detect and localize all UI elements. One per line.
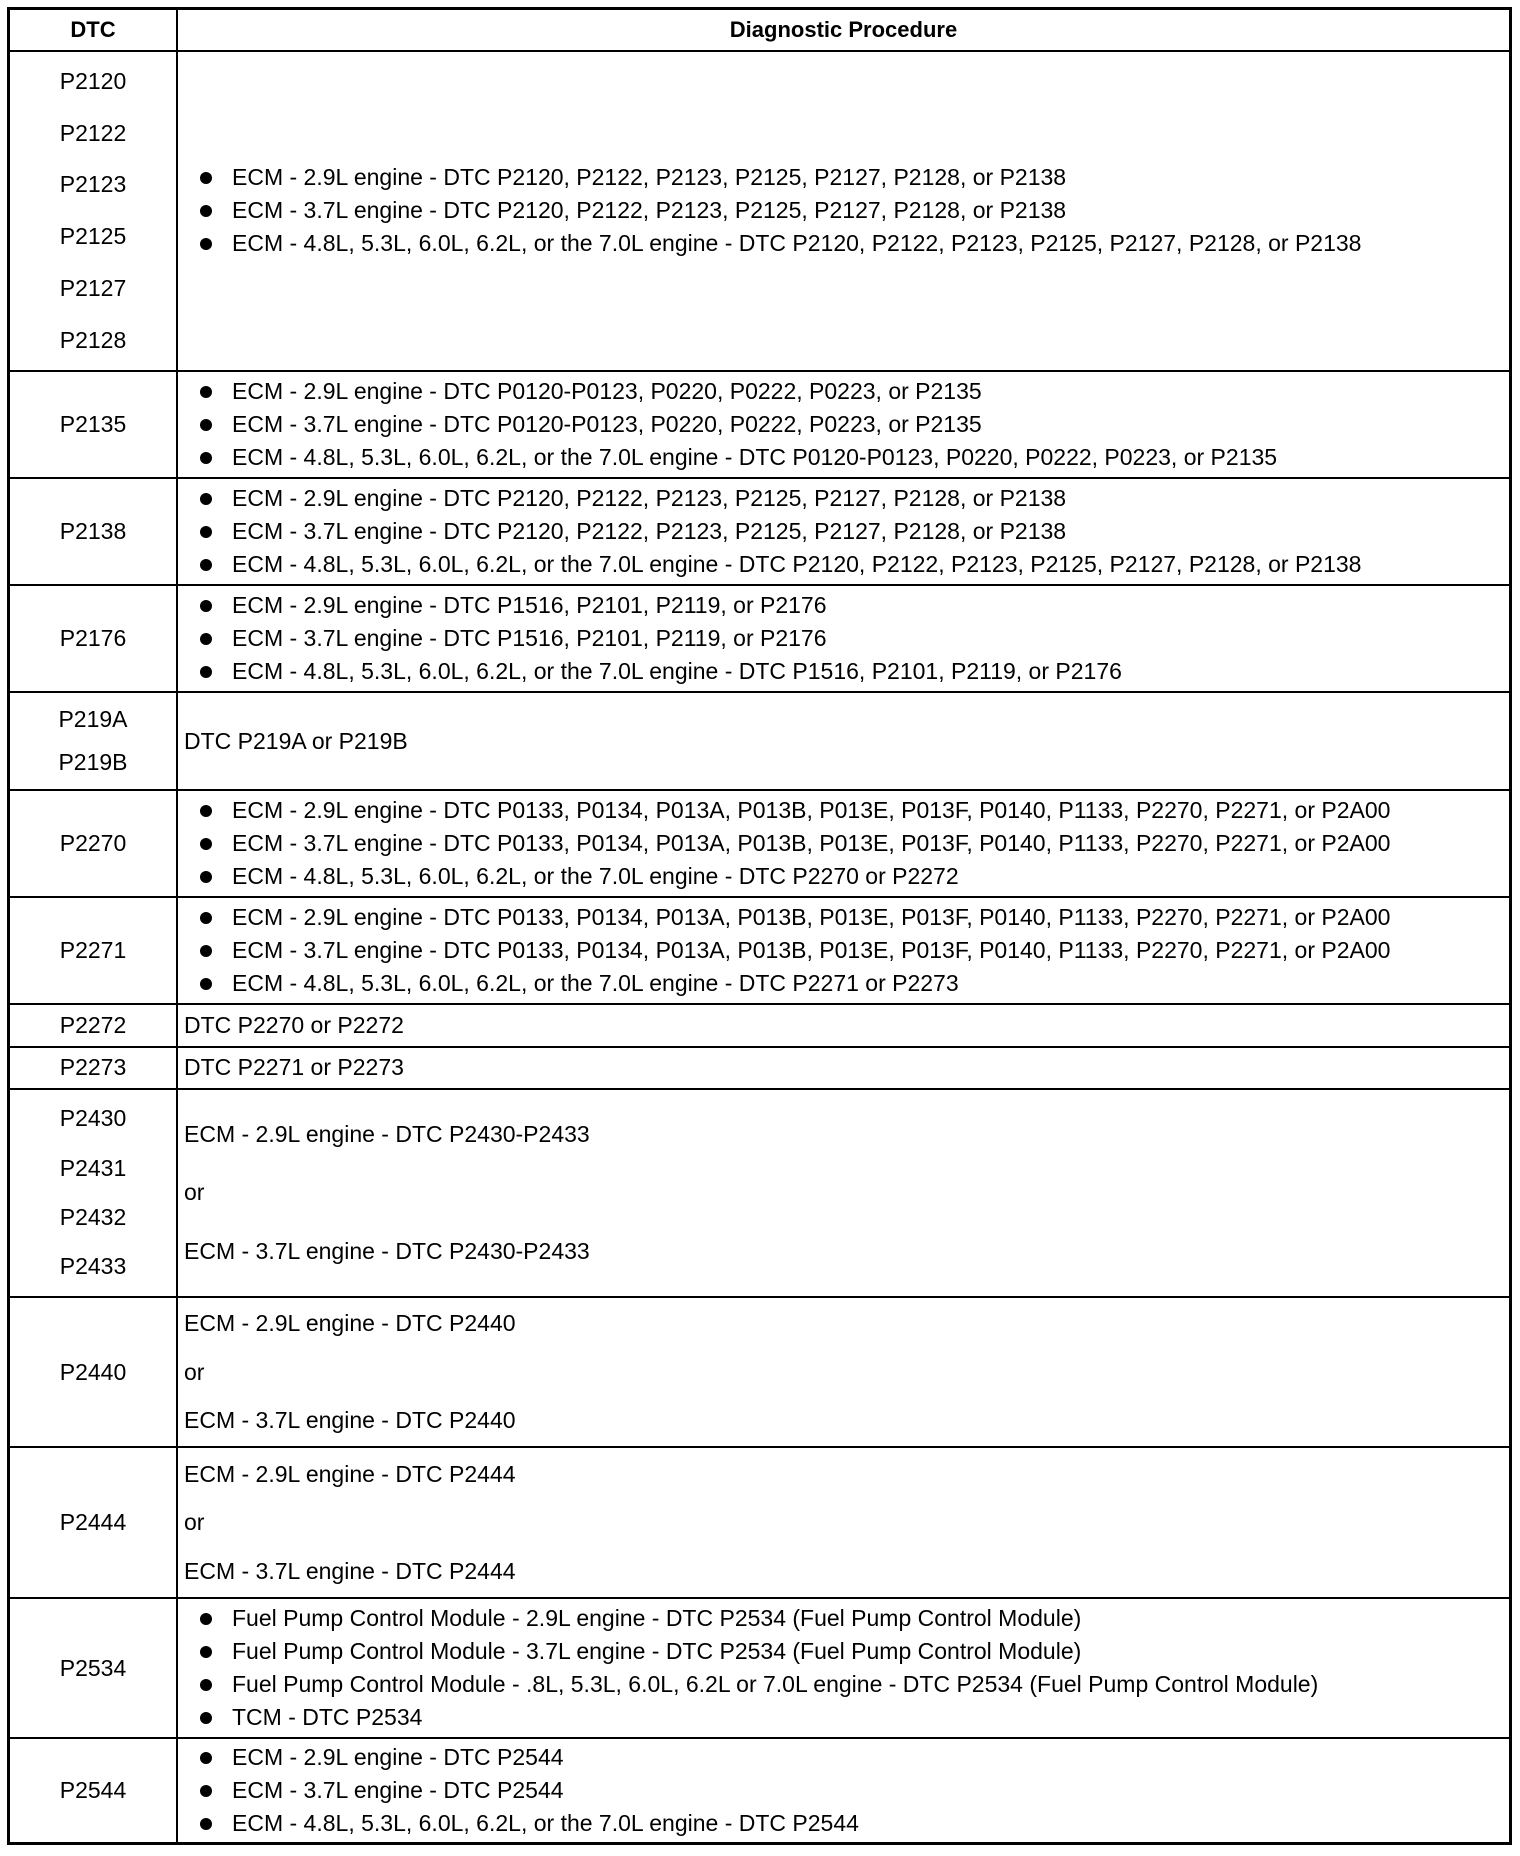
dtc-cell [10,693,178,788]
table-row [10,898,1509,1005]
procedure-cell [178,898,1509,1003]
procedure-item: Fuel Pump Control Module - .8L, 5.3L, 6.0L, 6.2L or 7.0L engine - DTC P2534 (Fuel Pump Control Module) [184,1668,1503,1701]
procedure-list [184,589,1503,688]
dtc-code: P2534 [59,1654,127,1681]
procedure-item: ECM - 4.8L, 5.3L, 6.0L, 6.2L, or the 7.0L engine - DTC P0120-P0123, P0220, P0222, P0223, or P2135 [184,441,1503,474]
procedure-cell [178,1048,1509,1089]
procedure-list [184,901,1503,1000]
header-dtc: DTC [10,10,178,50]
procedure-cell [178,1448,1509,1597]
table-row [10,1048,1509,1091]
dtc-cell [10,586,178,691]
procedure-item: ECM - 2.9L engine - DTC P0133, P0134, P013A, P013B, P013E, P013F, P0140, P1133, P2270, P2271, or P2A00 [184,794,1503,827]
dtc-cell [10,1048,178,1089]
dtc-code: P2125 [59,223,127,250]
dtc-code: P2135 [59,411,127,438]
table-row [10,372,1509,479]
dtc-cell [10,1448,178,1597]
procedure-item: ECM - 3.7L engine - DTC P2120, P2122, P2123, P2125, P2127, P2128, or P2138 [184,515,1503,548]
procedure-text: ECM - 2.9L engine - DTC P2430-P2433 [184,1120,590,1147]
table-row [10,1448,1509,1599]
procedure-cell [178,791,1509,896]
procedure-cell [178,1599,1509,1737]
procedure-item: ECM - 3.7L engine - DTC P2544 [184,1774,1503,1807]
dtc-code: P2433 [59,1253,127,1280]
procedure-cell [178,1090,1509,1295]
header-procedure: Diagnostic Procedure [729,16,958,42]
dtc-code: P2128 [59,326,127,353]
table-row [10,791,1509,898]
procedure-text: or [184,1179,205,1206]
procedure-list [184,794,1503,893]
table-row [10,479,1509,586]
procedure-text: ECM - 3.7L engine - DTC P2440 [184,1406,516,1433]
procedure-text: or [184,1509,205,1536]
dtc-code: P2432 [59,1204,127,1231]
procedure-item: ECM - 2.9L engine - DTC P2120, P2122, P2123, P2125, P2127, P2128, or P2138 [184,161,1503,194]
dtc-code: P219A [58,705,128,732]
procedure-text: ECM - 3.7L engine - DTC P2430-P2433 [184,1238,590,1265]
procedure-cell [178,586,1509,691]
dtc-code: P2122 [59,119,127,146]
dtc-code: P2270 [59,829,127,856]
procedure-cell [178,479,1509,584]
procedure-cell [178,52,1509,370]
dtc-code: P2272 [59,1011,127,1038]
dtc-code: P2273 [59,1054,127,1081]
dtc-cell [10,1090,178,1295]
procedure-item: ECM - 3.7L engine - DTC P2120, P2122, P2123, P2125, P2127, P2128, or P2138 [184,194,1503,227]
table-header-row [10,10,1509,52]
procedure-item: ECM - 4.8L, 5.3L, 6.0L, 6.2L, or the 7.0L engine - DTC P2120, P2122, P2123, P2125, P2127, P2128, or P2138 [184,548,1503,581]
dtc-code: P2138 [59,518,127,545]
procedure-list [184,482,1503,581]
dtc-code: P2444 [59,1509,127,1536]
dtc-procedure-table [7,7,1512,1845]
procedure-item: Fuel Pump Control Module - 3.7L engine - DTC P2534 (Fuel Pump Control Module) [184,1635,1503,1668]
procedure-list [184,375,1503,474]
procedure-item: ECM - 2.9L engine - DTC P2120, P2122, P2123, P2125, P2127, P2128, or P2138 [184,482,1503,515]
procedure-text: ECM - 2.9L engine - DTC P2444 [184,1461,516,1488]
dtc-cell [10,898,178,1003]
procedure-item: ECM - 2.9L engine - DTC P2544 [184,1741,1503,1774]
dtc-cell [10,1739,178,1842]
dtc-code: P2431 [59,1154,127,1181]
procedure-text: ECM - 3.7L engine - DTC P2444 [184,1557,516,1584]
table-row [10,693,1509,790]
dtc-code: P219B [58,749,128,776]
procedure-text: ECM - 2.9L engine - DTC P2440 [184,1310,516,1337]
dtc-cell [10,479,178,584]
dtc-code: P2123 [59,171,127,198]
table-row [10,1090,1509,1297]
dtc-cell [10,1298,178,1447]
procedure-item: ECM - 4.8L, 5.3L, 6.0L, 6.2L, or the 7.0L engine - DTC P2270 or P2272 [184,860,1503,893]
procedure-cell [178,1739,1509,1842]
procedure-item: ECM - 2.9L engine - DTC P1516, P2101, P2119, or P2176 [184,589,1503,622]
dtc-code: P2127 [59,274,127,301]
table-row [10,1739,1509,1842]
dtc-cell [10,52,178,370]
dtc-code: P2430 [59,1105,127,1132]
procedure-item: ECM - 3.7L engine - DTC P0120-P0123, P0220, P0222, P0223, or P2135 [184,408,1503,441]
dtc-cell [10,1599,178,1737]
procedure-list [184,1741,1503,1840]
procedure-cell [178,372,1509,477]
procedure-item: ECM - 3.7L engine - DTC P0133, P0134, P013A, P013B, P013E, P013F, P0140, P1133, P2270, P2271, or P2A00 [184,827,1503,860]
dtc-code: P2176 [59,625,127,652]
procedure-text: DTC P2271 or P2273 [184,1054,404,1081]
table-row [10,1298,1509,1449]
dtc-cell [10,791,178,896]
procedure-item: ECM - 4.8L, 5.3L, 6.0L, 6.2L, or the 7.0L engine - DTC P2271 or P2273 [184,967,1503,1000]
table-row [10,1599,1509,1739]
procedure-item: Fuel Pump Control Module - 2.9L engine - DTC P2534 (Fuel Pump Control Module) [184,1602,1503,1635]
procedure-cell [178,1298,1509,1447]
dtc-cell [10,1005,178,1046]
procedure-item: ECM - 3.7L engine - DTC P0133, P0134, P013A, P013B, P013E, P013F, P0140, P1133, P2270, P2271, or P2A00 [184,934,1503,967]
procedure-list [184,1602,1503,1734]
procedure-item: ECM - 4.8L, 5.3L, 6.0L, 6.2L, or the 7.0L engine - DTC P1516, P2101, P2119, or P2176 [184,655,1503,688]
procedure-list [184,161,1503,260]
dtc-code: P2271 [59,936,127,963]
procedure-item: ECM - 2.9L engine - DTC P0120-P0123, P0220, P0222, P0223, or P2135 [184,375,1503,408]
procedure-text: DTC P2270 or P2272 [184,1011,404,1038]
procedure-cell [178,693,1509,788]
procedure-item: ECM - 4.8L, 5.3L, 6.0L, 6.2L, or the 7.0L engine - DTC P2544 [184,1807,1503,1840]
dtc-cell [10,372,178,477]
procedure-text: or [184,1358,205,1385]
table-row [10,52,1509,372]
dtc-code: P2120 [59,68,127,95]
procedure-item: ECM - 3.7L engine - DTC P1516, P2101, P2119, or P2176 [184,622,1503,655]
table-row [10,586,1509,693]
dtc-code: P2440 [59,1358,127,1385]
dtc-code: P2544 [59,1777,127,1804]
procedure-text: DTC P219A or P219B [184,727,408,754]
procedure-item: ECM - 2.9L engine - DTC P0133, P0134, P013A, P013B, P013E, P013F, P0140, P1133, P2270, P2271, or P2A00 [184,901,1503,934]
table-row [10,1005,1509,1048]
procedure-cell [178,1005,1509,1046]
procedure-item: ECM - 4.8L, 5.3L, 6.0L, 6.2L, or the 7.0L engine - DTC P2120, P2122, P2123, P2125, P2127, P2128, or P2138 [184,227,1503,260]
procedure-item: TCM - DTC P2534 [184,1701,1503,1734]
